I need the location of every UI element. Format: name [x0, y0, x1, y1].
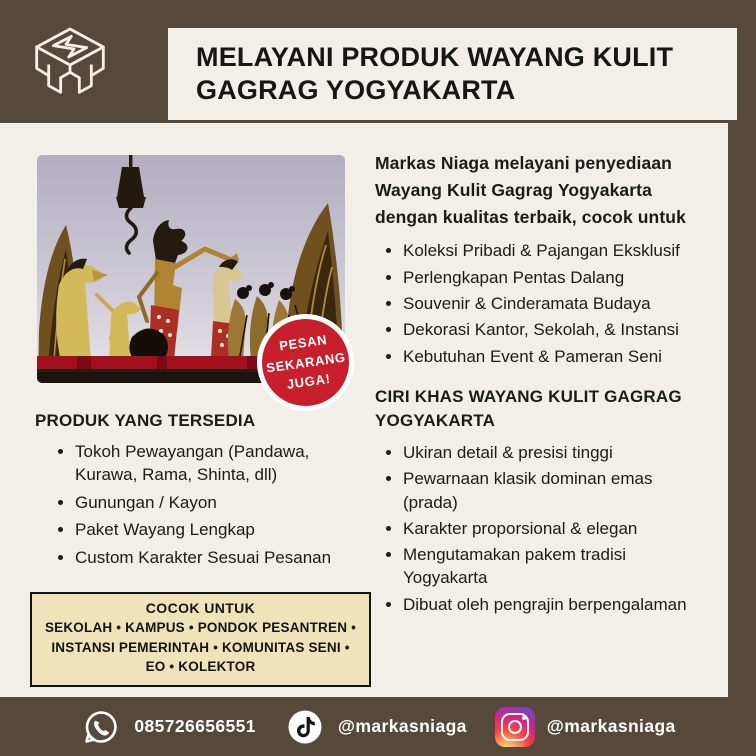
products-list [35, 440, 335, 569]
whatsapp-icon [80, 706, 122, 748]
tiktok-icon [284, 706, 326, 748]
instagram-icon [495, 707, 535, 747]
list-item: • Custom Karakter Sesuai Pesanan [75, 546, 335, 569]
order-now-badge-circle [262, 319, 349, 406]
list-item: • Mengutamakan pakem tradisi Yogyakarta [403, 543, 697, 590]
badge-line: PESAN [277, 332, 328, 354]
instagram-dot [522, 716, 526, 720]
whatsapp-contact[interactable] [80, 706, 256, 748]
list-item: • Tokoh Pewayangan (Pandawa, Kurawa, Rama, Shinta, dll) [75, 440, 335, 487]
list-item: • Paket Wayang Lengkap [75, 518, 335, 541]
whatsapp-number: 085726656551 [134, 716, 256, 736]
tiktok-contact[interactable] [284, 706, 467, 748]
description-section [375, 150, 715, 619]
contact-bar [0, 697, 756, 756]
products-heading: PRODUK YANG TERSEDIA [35, 411, 256, 430]
list-item: • Perlengkapan Pentas Dalang [403, 266, 697, 289]
list-item: • Dibuat oleh pengrajin berpengalaman [403, 593, 697, 616]
intro-text: Markas Niaga melayani penyediaan Wayang Kulit Gagrag Yogyakarta dengan kualitas terbaik, cocok untuk [375, 153, 686, 228]
suitable-for-heading: COCOK UNTUK [145, 600, 256, 616]
instagram-contact[interactable] [495, 707, 676, 747]
list-item: • Kebutuhan Event & Pameran Seni [403, 345, 697, 368]
instagram-lens [508, 720, 522, 734]
list-item: • Karakter proporsional & elegan [403, 517, 697, 540]
list-item: • Dekorasi Kantor, Sekolah, & Instansi [403, 318, 697, 341]
list-item: • Pewarnaan klasik dominan emas (prada) [403, 467, 697, 514]
list-item: • Koleksi Pribadi & Pajangan Eksklusif [403, 239, 697, 262]
order-now-badge-text [262, 328, 349, 397]
uses-list [375, 239, 697, 367]
page-title: MELAYANI PRODUK WAYANG KULIT GAGRAG YOGYAKARTA [196, 41, 674, 105]
list-item: • Souvenir & Cinderamata Budaya [403, 292, 697, 315]
markas-niaga-logo-icon [30, 13, 110, 109]
list-item: • Gunungan / Kayon [75, 491, 335, 514]
suitable-for-box [30, 592, 371, 687]
instagram-handle: @markasniaga [546, 716, 676, 736]
products-section [35, 411, 345, 573]
header-title-box [168, 28, 737, 120]
characteristics-list [375, 441, 697, 616]
order-now-badge[interactable] [257, 314, 354, 411]
suitable-for-text: SEKOLAH • KAMPUS • PONDOK PESANTREN • INSTANSI PEMERINTAH • KOMUNITAS SENI • EO • KOLEKTOR [44, 620, 357, 675]
characteristics-heading: CIRI KHAS WAYANG KULIT GAGRAG YOGYAKARTA [375, 386, 682, 430]
tiktok-handle: @markasniaga [337, 716, 467, 736]
badge-line: SEKARANG [264, 349, 347, 376]
badge-line: JUGA! [285, 371, 331, 393]
list-item: • Ukiran detail & presisi tinggi [403, 441, 697, 464]
